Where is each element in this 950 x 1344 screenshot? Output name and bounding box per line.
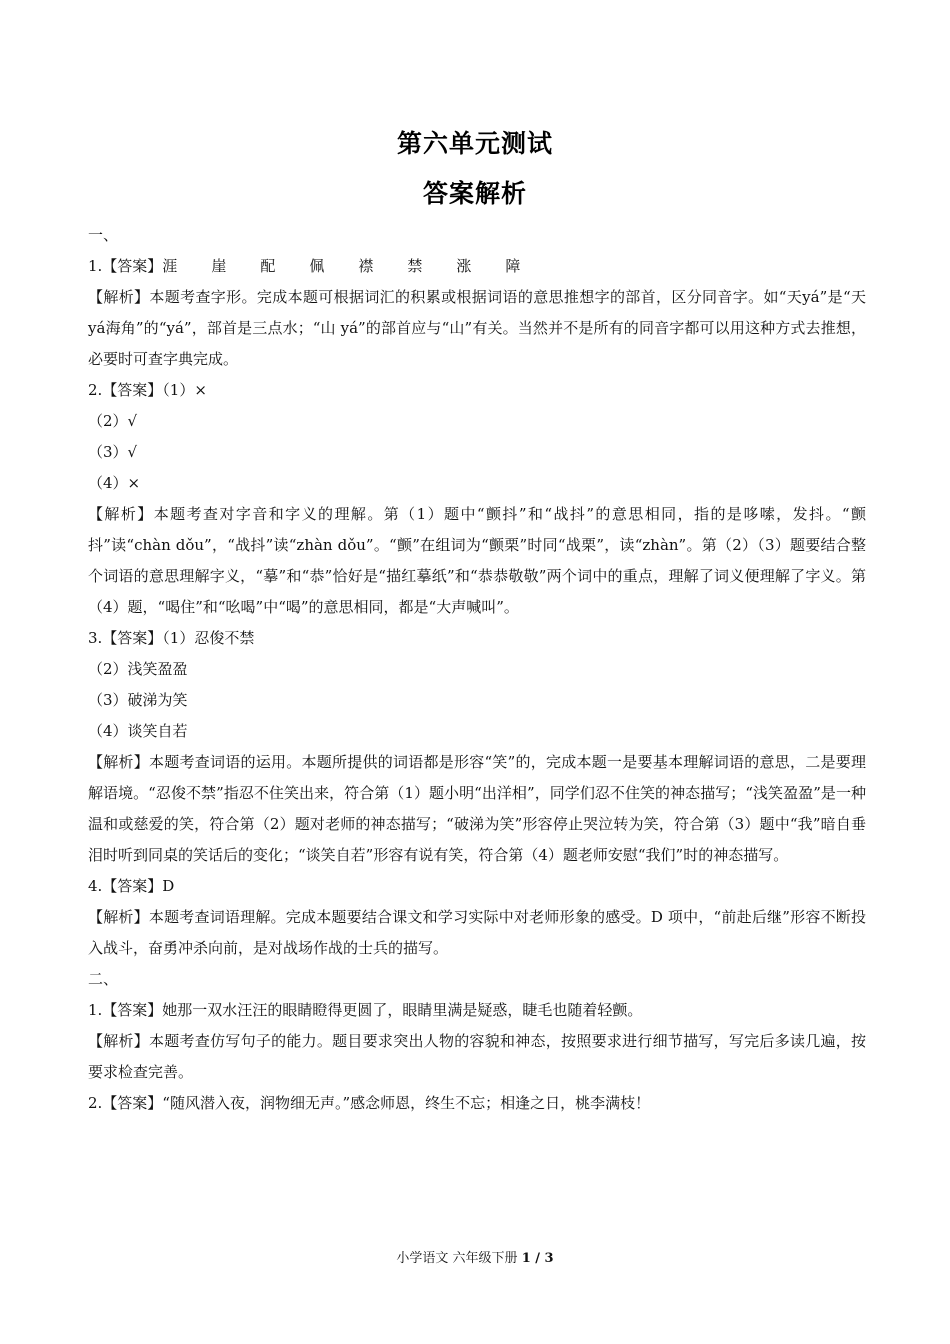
section-heading-2: 二、 <box>88 970 119 988</box>
page-subtitle: 答案解析 <box>422 179 527 208</box>
q1-analysis: 【解析】本题考查字形。完成本题可根据词汇的积累或根据词语的意思推想字的部首，区分同音字。如“天yá”是“天 yá海角”的“yá”，部首是三点水；“山 yá”的部首应与“山”有关。当然并不是所有的同音字都可以用这种方式去推想，必要时可查字典完成。 <box>88 288 866 368</box>
footer-subject: 小学语文 六年级下册 <box>396 1251 522 1266</box>
q1-char: 佩 <box>309 257 325 275</box>
q2-answer-2: （2）√ <box>88 412 138 430</box>
q4-answer: 4.【答案】D <box>88 877 175 895</box>
q1-answer <box>88 251 866 282</box>
page-title: 第六单元测试 <box>396 129 553 158</box>
q3-answer-4: （4）谈笑自若 <box>88 722 188 740</box>
q1-char: 襟 <box>358 257 374 275</box>
s2q1-analysis: 【解析】本题考查仿写句子的能力。题目要求突出人物的容貌和神态，按照要求进行细节描写，写完后多读几遍，按要求检查完善。 <box>88 1032 866 1081</box>
q1-char: 崖 <box>211 257 227 275</box>
answer-content <box>88 220 866 1119</box>
q2-analysis: 【解析】本题考查对字音和字义的理解。第（1）题中“颤抖”和“战抖”的意思相同，指的是哆嗦，发抖。“颤抖”读“chàn dǒu”，“战抖”读“zhàn dǒu”。“颤”在组词为“颤栗”时同“战栗”，读“zhàn”。第（2）（3）题要结合整个词语的意思理解字义，“摹”和“恭”恰好是“描红摹纸”和“恭恭敬敬”两个词中的重点，理解了词义便理解了字义。第（4）题，“喝住”和“吆喝”中“喝”的意思相同，都是“大声喊叫”。 <box>88 505 866 616</box>
q3-answer-3: （3）破涕为笑 <box>88 691 188 709</box>
q1-char: 涨 <box>456 257 472 275</box>
q2-answer-3: （3）√ <box>88 443 138 461</box>
q2-answer-1: 2.【答案】（1）× <box>88 381 207 399</box>
q1-answer-label: 1.【答案】 <box>88 257 163 275</box>
q3-answer-2: （2）浅笑盈盈 <box>88 660 188 678</box>
q2-answer-4: （4）× <box>88 474 141 492</box>
q4-analysis: 【解析】本题考查词语理解。完成本题要结合课文和学习实际中对老师形象的感受。D 项中，“前赴后继”形容不断投入战斗，奋勇冲杀向前，是对战场作战的士兵的描写。 <box>88 908 866 957</box>
q3-answer-1: 3.【答案】（1）忍俊不禁 <box>88 629 255 647</box>
q1-char: 涯 <box>162 257 178 275</box>
q1-char: 障 <box>505 257 521 275</box>
s2q1-answer: 1.【答案】她那一双水汪汪的眼睛瞪得更圆了，眼睛里满是疑惑，睫毛也随着轻颤。 <box>88 1001 643 1019</box>
page-number: 1 / 3 <box>521 1251 554 1266</box>
q3-analysis: 【解析】本题考查词语的运用。本题所提供的词语都是形容“笑”的，完成本题一是要基本理解词语的意思，二是要理解语境。“忍俊不禁”指忍不住笑出来，符合第（1）题小明“出洋相”，同学们忍不住笑的神态描写；“浅笑盈盈”是一种温和或慈爱的笑，符合第（2）题对老师的神态描写；“破涕为笑”形容停止哭泣转为笑，符合第（3）题中“我”暗自垂泪时听到同桌的笑话后的变化；“谈笑自若”形容有说有笑，符合第（4）题老师安慰“我们”时的神态描写。 <box>88 753 866 864</box>
section-heading-1: 一、 <box>88 226 119 244</box>
q1-char: 禁 <box>407 257 423 275</box>
page-footer <box>0 1247 950 1266</box>
s2q2-answer: 2.【答案】“随风潜入夜，润物细无声。”感念师恩，终生不忘；相逢之日，桃李满枝！ <box>88 1094 651 1112</box>
q1-char: 配 <box>260 257 276 275</box>
